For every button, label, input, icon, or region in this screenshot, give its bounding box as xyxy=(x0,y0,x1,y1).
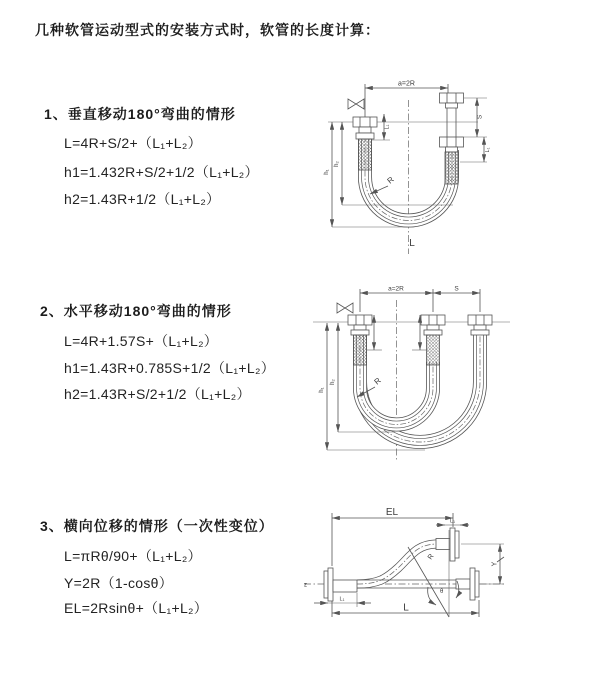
section-1-formula-L: L=4R+S/2+（L₁+L₂） xyxy=(64,135,202,151)
dim-label-l1-bottom: L₁ xyxy=(339,596,345,603)
right-flange-initial xyxy=(456,568,479,600)
dim-label-h1: h₁ xyxy=(319,387,325,393)
radius-label: R xyxy=(372,375,383,387)
valve-icon xyxy=(348,99,364,109)
dim-label-l1-right: L₁ xyxy=(485,147,491,153)
dimension-h2 xyxy=(334,122,453,205)
right-fitting xyxy=(468,315,492,335)
length-label: L xyxy=(409,238,415,249)
diagram-horizontal-180-bend xyxy=(305,282,575,472)
right-fitting-stack xyxy=(440,93,464,184)
dim-label-s: S xyxy=(454,285,459,293)
dimension-y xyxy=(461,544,504,584)
dimension-l1-bottom xyxy=(314,593,371,607)
section-2-formula-h1: h1=1.43R+0.785S+1/2（L₁+L₂） xyxy=(64,360,275,376)
page-title: 几种软管运动型式的安装方式时，软管的长度计算： xyxy=(35,22,380,38)
left-fitting xyxy=(353,117,377,170)
dim-label-l: L xyxy=(403,602,409,614)
dimension-h1 xyxy=(319,323,425,450)
section-3-formula-EL: EL=2Rsinθ+（L₁+L₂） xyxy=(64,600,209,616)
dim-label-l1-left: L₁ xyxy=(384,124,391,130)
dimension-l xyxy=(332,600,479,617)
section-2-heading: 2、水平移动180°弯曲的情形 xyxy=(40,303,232,319)
dim-label-h2: h₂ xyxy=(334,161,340,167)
section-3-heading: 3、横向位移的情形（一次性变位） xyxy=(40,518,274,534)
valve-icon xyxy=(337,303,353,313)
section-1-heading: 1、垂直移动180°弯曲的情形 xyxy=(44,106,236,122)
dimension-a2r xyxy=(360,286,480,313)
radius-label: R xyxy=(385,174,396,186)
diagram-vertical-180-bend xyxy=(300,62,565,262)
radius-label: R xyxy=(426,552,436,562)
hose-s-curve xyxy=(357,544,436,584)
dim-label-y: Y xyxy=(491,561,499,567)
dimension-s xyxy=(460,98,491,162)
dim-label-a2r: a=2R xyxy=(388,285,404,293)
dim-label-a2r: a=2R xyxy=(398,80,415,88)
section-1-formula-h1: h1=1.432R+S/2+1/2（L₁+L₂） xyxy=(64,164,259,180)
section-1-formula-h2: h2=1.43R+1/2（L₁+L₂） xyxy=(64,191,221,207)
diagram-lateral-displacement xyxy=(298,500,590,650)
section-3-formula-Y: Y=2R（1-cosθ） xyxy=(64,575,174,591)
centerline-mark: z xyxy=(304,582,307,589)
dim-label-l1-top: L₁ xyxy=(450,518,455,525)
right-flange-displaced xyxy=(436,528,459,561)
dim-label-h1: h₁ xyxy=(324,169,330,175)
section-3-formula-L: L=πRθ/90+（L₁+L₂） xyxy=(64,548,202,564)
dim-label-s: S xyxy=(476,114,484,120)
left-fitting xyxy=(348,315,372,365)
middle-fitting xyxy=(421,315,445,365)
section-2-formula-L: L=4R+1.57S+（L₁+L₂） xyxy=(64,333,219,349)
dimension-l1-top xyxy=(436,519,469,526)
dimension-a2r xyxy=(365,81,448,119)
dim-label-h2: h₂ xyxy=(330,379,336,385)
section-2-formula-h2: h2=1.43R+S/2+1/2（L₁+L₂） xyxy=(64,386,251,402)
angle-label: θ xyxy=(440,589,444,595)
dim-label-el: EL xyxy=(385,507,399,518)
